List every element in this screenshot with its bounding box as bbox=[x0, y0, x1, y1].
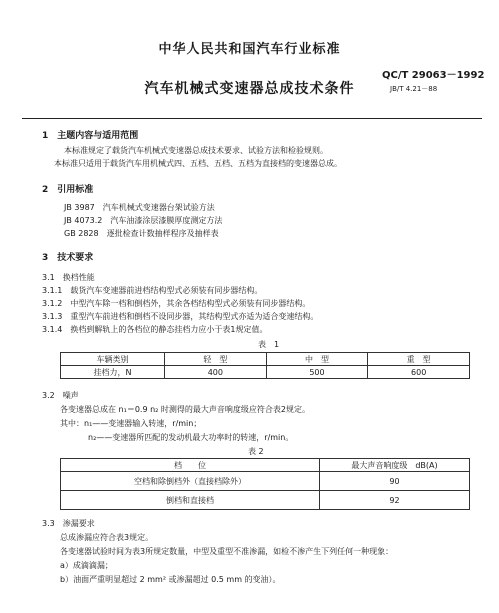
reference-1: JB 3987 汽车机械式变速器台架试验方法 bbox=[64, 203, 215, 212]
table-2-cell: 90 bbox=[320, 472, 470, 491]
clause-3-1-4: 3.1.4 换档到解轨上的各档位的静态挂档力应小于表1规定值。 bbox=[42, 325, 268, 334]
header-rule bbox=[22, 118, 482, 119]
noise-intro: 各变速器总成在 n₁＝0.9 n₂ 时测得的最大声音响度级应符合表2规定。 bbox=[60, 405, 310, 414]
table-row bbox=[61, 491, 470, 510]
document-title: 汽车机械式变速器总成技术条件 bbox=[144, 81, 355, 97]
section-1-paragraph-1: 本标准规定了载货汽车机械式变速器总成技术要求、试验方法和检验规则。 bbox=[64, 146, 328, 155]
reference-2: JB 4073.2 汽车油漆涂层漆膜厚度测定方法 bbox=[64, 216, 223, 225]
header-title: 中华人民共和国汽车行业标准 bbox=[158, 42, 341, 57]
leak-item-b: b）油面严重明显超过 2 mm² 或渗漏超过 0.5 mm 的变油）。 bbox=[60, 575, 281, 584]
table-2-caption: 表 2 bbox=[248, 447, 264, 456]
table-2-cell: 倒档和直接档 bbox=[61, 491, 320, 510]
table-2 bbox=[60, 458, 470, 510]
table-1-cell: 挂档力，N bbox=[61, 366, 165, 379]
table-1-cell: 600 bbox=[368, 366, 470, 379]
clause-3-1-1: 3.1.1 载货汽车变速器前进档结构型式必须装有同步器结构。 bbox=[42, 286, 263, 295]
table-1-caption: 表 1 bbox=[258, 340, 280, 349]
table-2-cell: 空档和除倒档外（直接档除外） bbox=[61, 472, 320, 491]
table-1-header-cell: 车辆类别 bbox=[61, 353, 165, 366]
table-1-cell: 400 bbox=[165, 366, 267, 379]
leak-item-a: a）成滴滴漏； bbox=[60, 561, 113, 570]
table-1-cell: 500 bbox=[266, 366, 368, 379]
table-2-header-cell: 档 位 bbox=[61, 459, 320, 472]
table-row bbox=[61, 472, 470, 491]
noise-definition-2: n₂——变速器所匹配的发动机最大功率时的转速，r/min。 bbox=[88, 433, 294, 442]
subsection-3-1-heading: 3.1 换档性能 bbox=[42, 273, 95, 282]
table-2-cell: 92 bbox=[320, 491, 470, 510]
clause-3-1-2: 3.1.2 中型汽车除一档和倒档外，其余各档结构型式必须装有同步器结构。 bbox=[42, 299, 311, 308]
clause-3-1-3: 3.1.3 重型汽车前进档和倒档不设同步器，其结构型式亦适为适合变速结构。 bbox=[42, 312, 319, 321]
table-1-header-cell: 重 型 bbox=[368, 353, 470, 366]
reference-3: GB 2828 逐批检查计数抽样程序及抽样表 bbox=[64, 229, 219, 238]
table-1 bbox=[60, 352, 470, 379]
leak-paragraph-2: 各变速器试验时间为表3所规定数量，中型及重型不准渗漏，如检不渗产生下列任何一种现象： bbox=[60, 547, 394, 556]
noise-definition-1: 其中：n₁——变速器输入转速，r/min； bbox=[60, 419, 202, 428]
leak-paragraph-1: 总成渗漏应符合表3规定。 bbox=[60, 533, 154, 542]
table-1-header-row bbox=[61, 353, 470, 366]
section-1-paragraph-2: 本标准只适用于载货汽车用机械式四、五档、五档、五档为直接档的变速器总成。 bbox=[54, 159, 342, 168]
table-1-header-cell: 轻 型 bbox=[165, 353, 267, 366]
table-row bbox=[61, 366, 470, 379]
section-1-heading: 1 主题内容与适用范围 bbox=[42, 131, 139, 141]
subsection-3-2-heading: 3.2 噪声 bbox=[42, 391, 79, 400]
table-1-header-cell: 中 型 bbox=[266, 353, 368, 366]
standard-code: JB/T 4.21－88 bbox=[390, 85, 438, 93]
table-2-header-row bbox=[61, 459, 470, 472]
table-2-header-cell: 最大声音响度级 dB(A) bbox=[320, 459, 470, 472]
standard-number: QC/T 29063－1992 bbox=[382, 70, 485, 81]
subsection-3-3-heading: 3.3 渗漏要求 bbox=[42, 519, 95, 528]
section-3-heading: 3 技术要求 bbox=[42, 253, 94, 263]
section-2-heading: 2 引用标准 bbox=[42, 185, 94, 195]
